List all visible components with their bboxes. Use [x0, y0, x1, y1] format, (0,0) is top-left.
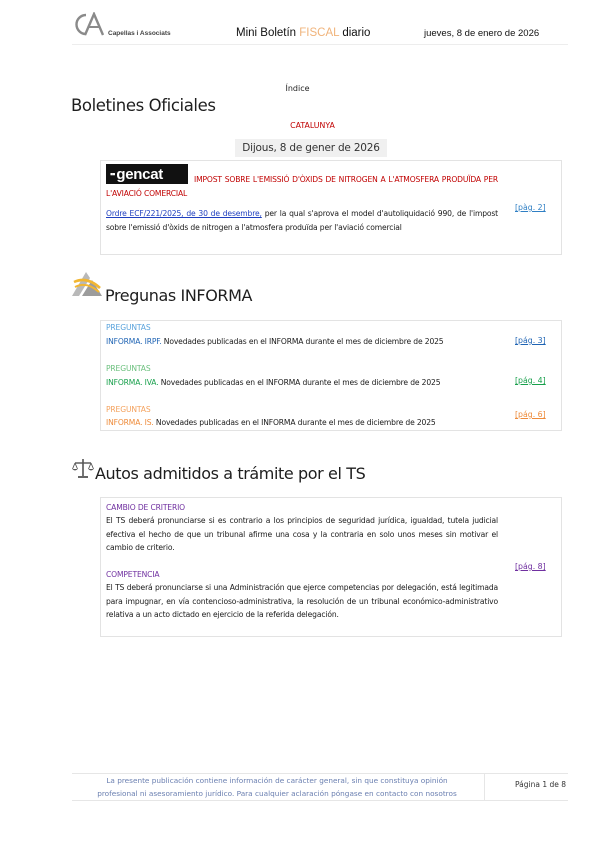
date-banner: Dijous, 8 de gener de 2026 — [235, 139, 387, 157]
scales-of-justice-icon — [72, 457, 94, 479]
autos-page-link[interactable]: [pág. 8] — [515, 562, 546, 571]
index-label: Índice — [285, 84, 310, 93]
footer-disclaimer — [72, 775, 482, 800]
informa-page-irpf[interactable]: [pág. 3] — [515, 336, 546, 345]
informa-kicker-is: PREGUNTAS — [106, 405, 151, 414]
entry-page-link[interactable]: [pàg. 2] — [515, 203, 546, 212]
tax-agency-icon — [70, 268, 104, 300]
entry-title: IMPOST SOBRE L'EMISSIÓ D'ÒXIDS DE NITROGEN A L'ATMOSFERA PRODUÏDA PER L'AVIACIÓ COMERCIAL — [106, 175, 498, 198]
company-logo-icon — [73, 12, 105, 38]
informa-page-is[interactable]: [pág. 6] — [515, 410, 546, 419]
company-name: Capellas i Associats — [108, 30, 171, 37]
informa-tag-iva: INFORMA. IVA. — [106, 378, 159, 387]
informa-page-iva[interactable]: [pág. 4] — [515, 376, 546, 385]
informa-tag-is: INFORMA. IS. — [106, 418, 154, 427]
informa-item-iva — [106, 376, 498, 390]
informa-item-is — [106, 416, 506, 430]
section-heading-informa: Pregunas INFORMA — [105, 286, 253, 305]
header-divider — [72, 44, 568, 45]
informa-tag-irpf: INFORMA. IRPF. — [106, 337, 162, 346]
title-prefix: Mini Boletín — [236, 27, 300, 39]
footer-disclaimer-line2: profesional ni asesoramiento jurídico. Para cualquier aclaración póngase en contacto con nosotros — [97, 788, 457, 798]
informa-item-irpf — [106, 335, 498, 349]
autos-text-competencia: El TS deberá pronunciarse si una Administración que ejerce competencias por delegación, está legitimada para impugnar, en vía contencioso-administrativa, la resolución de un tribunal económico-administrativo relativa a un acto dictado en ejercicio de la referida delegación. — [106, 583, 498, 620]
autos-text-criterio: El TS deberá pronunciarse si es contrario a los principios de seguridad jurídica, igualdad, tutela judicial efectiva el hecho de que un tribunal afirme una cosa y la contraria en solo unos meses sin motivar el cambio de criterio. — [106, 516, 498, 553]
informa-text-is: Novedades publicadas en el INFORMA durante el mes de diciembre de 2025 — [153, 418, 436, 427]
informa-kicker-iva: PREGUNTAS — [106, 364, 151, 373]
entry-link[interactable]: Ordre ECF/221/2025, de 30 de desembre, — [106, 209, 262, 218]
informa-kicker-irpf: PREGUNTAS — [106, 323, 151, 332]
entry-body — [106, 207, 498, 234]
informa-text-iva: Novedades publicadas en el INFORMA durante el mes de diciembre de 2025 — [158, 378, 441, 387]
autos-kicker-competencia: COMPETENCIA — [106, 570, 160, 579]
header-date: jueves, 8 de enero de 2026 — [424, 28, 540, 39]
footer-disclaimer-line1: La presente publicación contiene información de carácter general, sin que constituya opinión — [106, 776, 448, 785]
section-heading-autos: Autos admitidos a trámite por el TS — [95, 464, 366, 483]
informa-text-irpf: Novedades publicadas en el INFORMA durante el mes de diciembre de 2025 — [161, 337, 444, 346]
title-suffix: diario — [339, 27, 371, 39]
bulletin-title — [236, 27, 370, 39]
entry-description: per la qual s'aprova el model d'autoliquidació 990, de l'impost sobre l'emissió d'òxids de nitrogen a l'atmosfera produïda per l'aviació comercial — [106, 209, 498, 232]
page-number: Página 1 de 8 — [514, 780, 566, 789]
gencat-logo-text: gencat — [116, 166, 163, 183]
footer-divider — [484, 773, 485, 800]
autos-kicker-criterio: CAMBIO DE CRITERIO — [106, 503, 185, 512]
section-heading-boletines: Boletines Oficiales — [71, 96, 216, 115]
title-highlight: FISCAL — [299, 27, 340, 39]
region-label: CATALUNYA — [290, 121, 335, 130]
gencat-logo: ▪▪ gencat — [106, 164, 188, 184]
